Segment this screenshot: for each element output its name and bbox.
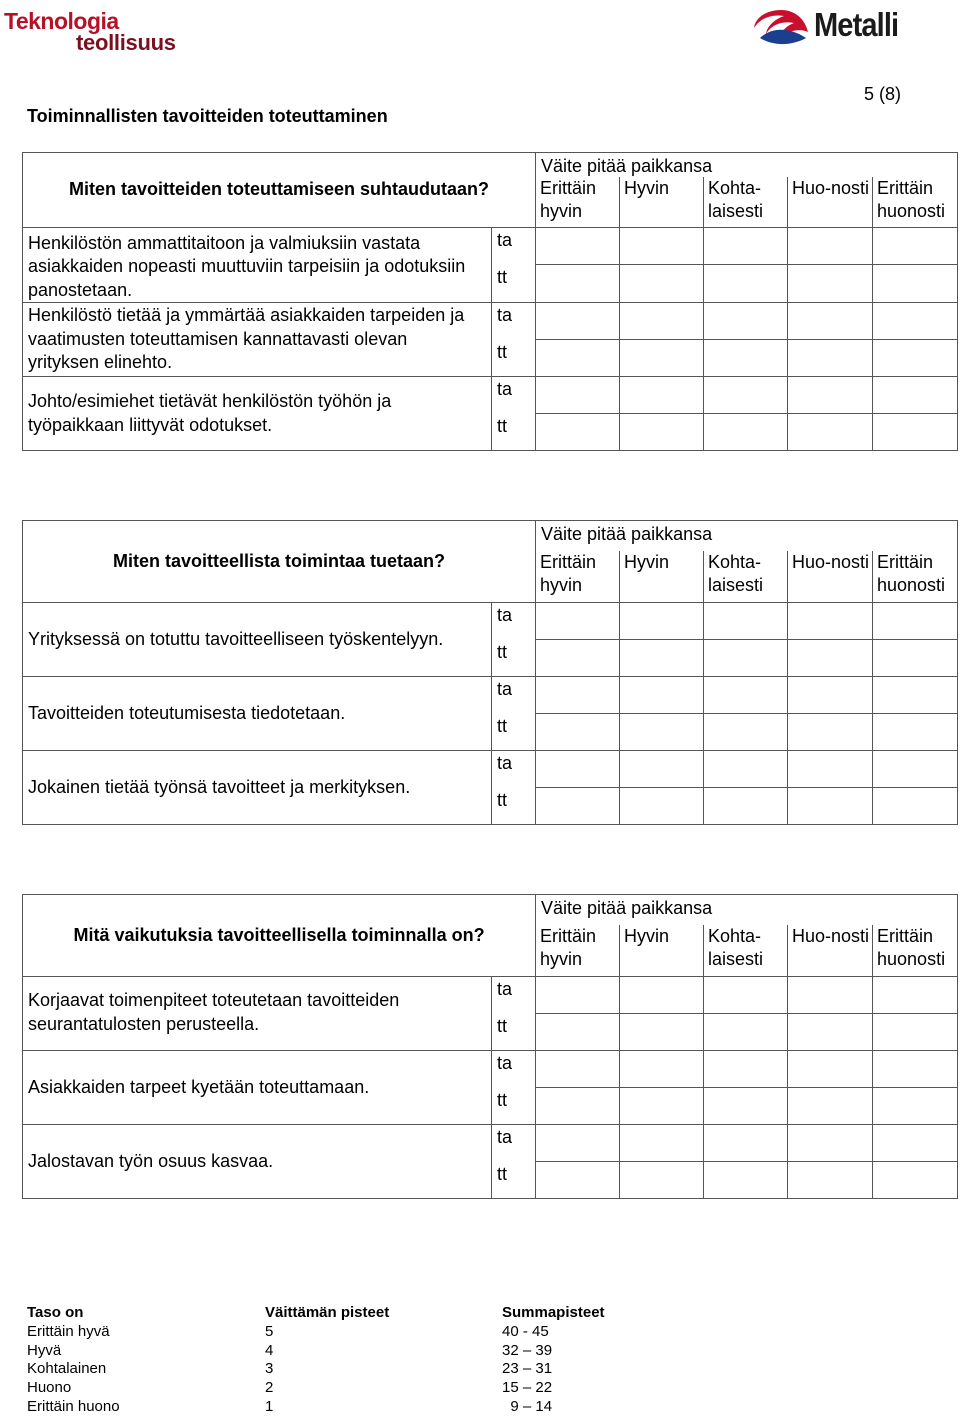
legend-level: Erittäin huono (27, 1397, 120, 1415)
rating-cell[interactable] (788, 640, 873, 677)
rating-cell[interactable] (620, 677, 704, 714)
marker-tt: tt (492, 714, 536, 751)
scale-moderate: Kohta-laisesti (704, 551, 788, 603)
rating-cell[interactable] (873, 1125, 958, 1162)
rating-cell[interactable] (536, 714, 620, 751)
marker-tt: tt (492, 1014, 536, 1051)
rating-cell[interactable] (620, 303, 704, 340)
legend-sum: 32 – 39 (502, 1341, 553, 1359)
scale-good: Hyvin (620, 925, 704, 977)
legend-header-sum: Summapisteet (502, 1304, 605, 1321)
rating-cell[interactable] (788, 603, 873, 640)
rating-cell[interactable] (788, 377, 873, 414)
rating-cell[interactable] (704, 227, 788, 265)
rating-cell[interactable] (704, 1162, 788, 1199)
rating-cell[interactable] (536, 751, 620, 788)
teknologiateollisuus-logo (4, 10, 176, 54)
scale-very-good: Erittäin hyvin (536, 925, 620, 977)
rating-cell[interactable] (704, 640, 788, 677)
rating-cell[interactable] (704, 1051, 788, 1088)
rating-cell[interactable] (620, 1125, 704, 1162)
rating-cell[interactable] (873, 414, 958, 451)
legend-sum: 23 – 31 (502, 1360, 553, 1378)
legend-level: Huono (27, 1379, 72, 1397)
rating-cell[interactable] (873, 227, 958, 265)
rating-cell[interactable] (873, 303, 958, 340)
rating-cell[interactable] (536, 977, 620, 1014)
survey-table-2 (22, 520, 958, 825)
marker-tt: tt (492, 788, 536, 825)
rating-cell[interactable] (620, 265, 704, 303)
rating-cell[interactable] (536, 788, 620, 825)
rating-cell[interactable] (788, 1125, 873, 1162)
scale-poor: Huo-nosti (788, 551, 873, 603)
rating-cell[interactable] (704, 340, 788, 377)
marker-tt: tt (492, 340, 536, 377)
rating-cell[interactable] (536, 677, 620, 714)
claim-group-label: Väite pitää paikkansa (536, 895, 958, 925)
marker-ta: ta (492, 1051, 536, 1088)
page-number: 5 (8) (864, 84, 902, 104)
rating-cell[interactable] (620, 714, 704, 751)
rating-cell[interactable] (873, 640, 958, 677)
statement: Tavoitteiden toteutumisesta tiedotetaan. (23, 677, 492, 751)
statement: Henkilöstö tietää ja ymmärtää asiakkaiden tarpeiden ja vaatimusten toteuttamisen kannattavasti olevan yrityksen elinehto. (23, 303, 492, 377)
scale-good: Hyvin (620, 551, 704, 603)
rating-cell[interactable] (873, 788, 958, 825)
rating-cell[interactable] (704, 377, 788, 414)
statement: Johto/esimiehet tietävät henkilöstön työhön ja työpaikkaan liittyvät odotukset. (23, 377, 492, 451)
rating-cell[interactable] (788, 977, 873, 1014)
statement: Jokainen tietää työnsä tavoitteet ja merkityksen. (23, 751, 492, 825)
legend-sum: 40 - 45 (502, 1322, 549, 1340)
rating-cell[interactable] (873, 377, 958, 414)
rating-cell[interactable] (788, 751, 873, 788)
rating-cell[interactable] (620, 977, 704, 1014)
rating-cell[interactable] (788, 714, 873, 751)
rating-cell[interactable] (620, 1051, 704, 1088)
rating-cell[interactable] (873, 340, 958, 377)
rating-cell[interactable] (788, 265, 873, 303)
rating-cell[interactable] (788, 788, 873, 825)
legend-points: 5 (265, 1322, 274, 1340)
rating-cell[interactable] (873, 977, 958, 1014)
legend-points: 2 (265, 1379, 274, 1397)
rating-cell[interactable] (873, 603, 958, 640)
marker-tt: tt (492, 1088, 536, 1125)
marker-ta: ta (492, 377, 536, 414)
survey-table-1 (22, 152, 958, 451)
marker-ta: ta (492, 677, 536, 714)
rating-cell[interactable] (620, 414, 704, 451)
rating-cell[interactable] (536, 1088, 620, 1125)
scale-good: Hyvin (620, 177, 704, 227)
rating-cell[interactable] (788, 1051, 873, 1088)
scale-moderate: Kohta-laisesti (704, 177, 788, 227)
rating-cell[interactable] (620, 1162, 704, 1199)
scale-very-good: Erittäin hyvin (536, 177, 620, 227)
statement: Yrityksessä on totuttu tavoitteelliseen työskentelyyn. (23, 603, 492, 677)
scale-poor: Huo-nosti (788, 177, 873, 227)
rating-cell[interactable] (704, 977, 788, 1014)
legend-header-level: Taso on (27, 1304, 84, 1321)
rating-cell[interactable] (873, 1162, 958, 1199)
rating-cell[interactable] (536, 377, 620, 414)
rating-cell[interactable] (788, 414, 873, 451)
rating-cell[interactable] (620, 788, 704, 825)
rating-cell[interactable] (704, 414, 788, 451)
statement: Korjaavat toimenpiteet toteutetaan tavoitteiden seurantatulosten perusteella. (23, 977, 492, 1051)
claim-group-label: Väite pitää paikkansa (536, 153, 958, 178)
rating-cell[interactable] (620, 751, 704, 788)
rating-cell[interactable] (620, 340, 704, 377)
rating-cell[interactable] (536, 227, 620, 265)
rating-cell[interactable] (788, 1088, 873, 1125)
question-header: Mitä vaikutuksia tavoitteellisella toiminnalla on? (23, 895, 536, 977)
question-header: Miten tavoitteiden toteuttamiseen suhtaudutaan? (23, 153, 536, 228)
marker-ta: ta (492, 1125, 536, 1162)
rating-cell[interactable] (873, 1088, 958, 1125)
rating-cell[interactable] (704, 603, 788, 640)
rating-cell[interactable] (788, 340, 873, 377)
question-header: Miten tavoitteellista toimintaa tuetaan? (23, 521, 536, 603)
rating-cell[interactable] (788, 1014, 873, 1051)
legend-header-points: Väittämän pisteet (265, 1304, 390, 1321)
rating-cell[interactable] (788, 303, 873, 340)
rating-cell[interactable] (704, 1014, 788, 1051)
marker-ta: ta (492, 603, 536, 640)
scale-very-good: Erittäin hyvin (536, 551, 620, 603)
rating-cell[interactable] (704, 677, 788, 714)
rating-cell[interactable] (873, 265, 958, 303)
rating-cell[interactable] (536, 603, 620, 640)
rating-cell[interactable] (536, 303, 620, 340)
rating-cell[interactable] (536, 340, 620, 377)
rating-cell[interactable] (620, 377, 704, 414)
rating-cell[interactable] (620, 640, 704, 677)
page-title: Toiminnallisten tavoitteiden toteuttaminen (27, 106, 388, 126)
marker-ta: ta (492, 751, 536, 788)
rating-cell[interactable] (873, 751, 958, 788)
rating-cell[interactable] (536, 265, 620, 303)
claim-group-label: Väite pitää paikkansa (536, 521, 958, 551)
rating-cell[interactable] (620, 603, 704, 640)
rating-cell[interactable] (873, 1051, 958, 1088)
rating-cell[interactable] (788, 1162, 873, 1199)
rating-cell[interactable] (536, 1051, 620, 1088)
scale-moderate: Kohta-laisesti (704, 925, 788, 977)
rating-cell[interactable] (704, 1125, 788, 1162)
metalli-logo (750, 4, 915, 48)
rating-cell[interactable] (788, 677, 873, 714)
marker-ta: ta (492, 303, 536, 340)
legend-points: 1 (265, 1397, 274, 1415)
legend-level: Erittäin hyvä (27, 1322, 110, 1340)
rating-cell[interactable] (873, 1014, 958, 1051)
marker-tt: tt (492, 1162, 536, 1199)
scale-very-poor: Erittäin huonosti (873, 551, 958, 603)
marker-ta: ta (492, 977, 536, 1014)
scale-very-poor: Erittäin huonosti (873, 925, 958, 977)
marker-tt: tt (492, 414, 536, 451)
legend-level: Kohtalainen (27, 1360, 107, 1378)
metalli-emblem-icon (750, 4, 812, 48)
statement: Asiakkaiden tarpeet kyetään toteuttamaan. (23, 1051, 492, 1125)
statement: Jalostavan työn osuus kasvaa. (23, 1125, 492, 1199)
scale-very-poor: Erittäin huonosti (873, 177, 958, 227)
rating-cell[interactable] (620, 1014, 704, 1051)
rating-cell[interactable] (704, 751, 788, 788)
rating-cell[interactable] (536, 640, 620, 677)
rating-cell[interactable] (873, 714, 958, 751)
marker-tt: tt (492, 265, 536, 303)
rating-cell[interactable] (620, 1088, 704, 1125)
marker-tt: tt (492, 640, 536, 677)
legend-sum: 9 – 14 (502, 1397, 553, 1415)
rating-cell[interactable] (704, 303, 788, 340)
legend-sum: 15 – 22 (502, 1379, 553, 1397)
logo-line-2: teollisuus (76, 30, 176, 55)
rating-cell[interactable] (536, 414, 620, 451)
rating-cell[interactable] (536, 1162, 620, 1199)
rating-cell[interactable] (788, 227, 873, 265)
scale-poor: Huo-nosti (788, 925, 873, 977)
legend-level: Hyvä (27, 1341, 62, 1359)
rating-cell[interactable] (704, 265, 788, 303)
rating-cell[interactable] (620, 227, 704, 265)
rating-cell[interactable] (536, 1014, 620, 1051)
rating-cell[interactable] (704, 714, 788, 751)
rating-cell[interactable] (704, 788, 788, 825)
survey-table-3 (22, 894, 958, 1199)
rating-cell[interactable] (704, 1088, 788, 1125)
marker-ta: ta (492, 227, 536, 265)
legend-points: 3 (265, 1360, 274, 1378)
rating-cell[interactable] (873, 677, 958, 714)
legend-points: 4 (265, 1341, 274, 1359)
logo-line-1: Teknologia (4, 8, 119, 34)
statement: Henkilöstön ammattitaitoon ja valmiuksiin vastata asiakkaiden nopeasti muuttuviin tarpeisiin ja odotuksiin panostetaan. (23, 227, 492, 303)
metalli-wordmark: Metalli (814, 6, 899, 43)
rating-cell[interactable] (536, 1125, 620, 1162)
